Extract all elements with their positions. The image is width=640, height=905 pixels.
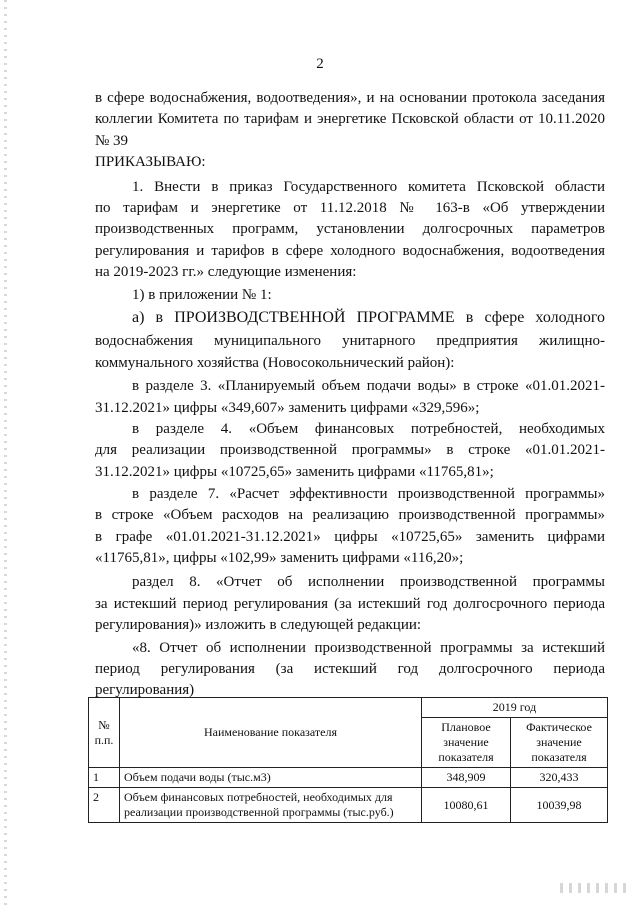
text-line: в разделе 3. «Планируемый объем подачи воды» в строке «01.01.2021- (132, 378, 605, 394)
text-line: 1) в приложении № 1: (132, 287, 272, 303)
text-line: раздел 8. «Отчет об исполнении производственной программы (132, 574, 605, 590)
text-line: в разделе 7. «Расчет эффективности производственной программы» (132, 486, 605, 502)
text-line: в разделе 4. «Объем финансовых потребностей, необходимых (132, 421, 605, 437)
scan-noise-marks (560, 883, 630, 893)
text-line: по тарифам и энергетике от 11.12.2018 № 163-в «Об утверждении (95, 200, 605, 216)
text-line: регулирования и тарифов в сфере холодного водоснабжения, водоотведения (95, 243, 605, 259)
text-line: 31.12.2021» цифры «10725,65» заменить цифрами «11765,81»; (95, 464, 494, 480)
text-line: регулирования)» изложить в следующей редакции: (95, 617, 422, 633)
header-number: № п.п. (89, 698, 120, 768)
text-line: в сфере водоснабжения, водоотведения», и на основании протокола заседания (95, 90, 605, 106)
scan-edge-marks (4, 0, 7, 905)
table-row (89, 768, 608, 788)
page-number: 2 (316, 56, 324, 72)
cell-plan: 348,909 (422, 768, 511, 788)
text-line: за истекший период регулирования (за истекший год долгосрочного периода (95, 596, 605, 612)
header-year: 2019 год (422, 698, 608, 718)
order-heading: ПРИКАЗЫВАЮ: (95, 154, 206, 170)
cell-fact: 10039,98 (511, 788, 608, 823)
text-line: коллегии Комитета по тарифам и энергетике Псковской области от 10.11.2020 (95, 111, 605, 127)
cell-indicator-name: Объем подачи воды (тыс.м3) (120, 768, 422, 788)
text-line: регулирования) (95, 682, 195, 698)
report-table (88, 697, 608, 823)
cell-fact: 320,433 (511, 768, 608, 788)
cell-indicator-name: Объем финансовых потребностей, необходимых для реализации производственной программы (тыс.руб.) (120, 788, 422, 823)
text-line: водоснабжения муниципального унитарного предприятия жилищно- (95, 333, 605, 349)
text-line: на 2019-2023 гг.» следующие изменения: (95, 264, 357, 280)
text-line: 1. Внести в приказ Государственного комитета Псковской области (132, 179, 605, 195)
text-line: «8. Отчет об исполнении производственной программы за истекший (132, 640, 605, 656)
text-line: а) в ПРОИЗВОДСТВЕННОЙ ПРОГРАММЕ в сфере холодного (132, 309, 605, 326)
text-line: производственных программ, установлении долгосрочных параметров (95, 221, 605, 237)
text-line: 31.12.2021» цифры «349,607» заменить цифрами «329,596»; (95, 400, 480, 416)
cell-number: 2 (89, 788, 120, 823)
text-line: «11765,81», цифры «102,99» заменить цифрами «116,20»; (95, 550, 464, 566)
header-fact: Фактическое значение показателя (511, 718, 608, 768)
text-line: в графе «01.01.2021-31.12.2021» цифры «10725,65» заменить цифрами (95, 529, 605, 545)
text-line: коммунального хозяйства (Новосокольнический район): (95, 355, 455, 371)
text-line: период регулирования (за истекший год долгосрочного периода (95, 661, 605, 677)
cell-number: 1 (89, 768, 120, 788)
text-line: № 39 (95, 133, 129, 149)
table-row (89, 788, 608, 823)
text-line: для реализации производственной программы» в строке «01.01.2021- (95, 442, 605, 458)
header-plan: Плановое значение показателя (422, 718, 511, 768)
header-indicator-name: Наименование показателя (120, 698, 422, 768)
text-line: в строке «Объем расходов на реализацию производственной программы» (95, 507, 605, 523)
cell-plan: 10080,61 (422, 788, 511, 823)
table-header-row (89, 698, 608, 718)
